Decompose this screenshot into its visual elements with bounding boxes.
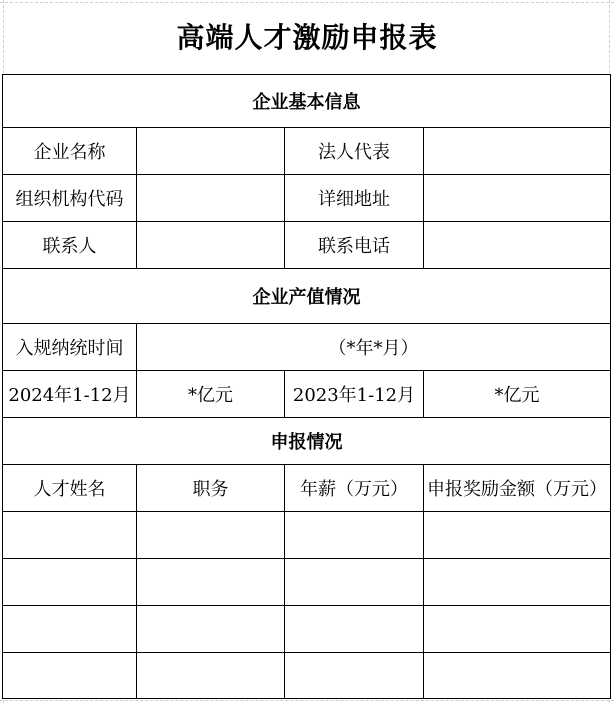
position-cell[interactable] (137, 512, 285, 559)
page-guide-top (0, 2, 614, 3)
talent-name-cell[interactable] (3, 606, 137, 653)
section-apply-heading-row (3, 418, 611, 465)
contact-row (3, 222, 611, 269)
form-title: 高端人才激励申报表 (176, 21, 438, 54)
table-row (3, 512, 611, 559)
phone-field[interactable] (424, 222, 611, 269)
stat-time-row (3, 324, 611, 371)
org-code-label: 组织机构代码 (3, 175, 137, 222)
company-name-row (3, 128, 611, 175)
stat-time-label: 入规纳统时间 (3, 324, 137, 371)
phone-label: 联系电话 (285, 222, 424, 269)
contact-label: 联系人 (3, 222, 137, 269)
column-header-name: 人才姓名 (3, 465, 137, 512)
contact-field[interactable] (137, 222, 285, 269)
table-row (3, 559, 611, 606)
company-name-label: 企业名称 (3, 128, 137, 175)
section-basic-heading: 企业基本信息 (3, 75, 611, 128)
salary-cell[interactable] (285, 512, 424, 559)
reward-cell[interactable] (424, 559, 611, 606)
org-code-row (3, 175, 611, 222)
year2-label: 2023年1-12月 (285, 371, 424, 418)
position-cell[interactable] (137, 606, 285, 653)
year1-label: 2024年1-12月 (3, 371, 137, 418)
talent-name-cell[interactable] (3, 653, 137, 699)
section-output-heading: 企业产值情况 (3, 269, 611, 324)
address-label: 详细地址 (285, 175, 424, 222)
legal-rep-field[interactable] (424, 128, 611, 175)
page-guide-bottom (0, 700, 614, 701)
column-header-reward: 申报奖励金额（万元） (424, 465, 611, 512)
stat-time-field[interactable]: （*年*月） (137, 324, 611, 371)
column-header-position: 职务 (137, 465, 285, 512)
table-row (3, 653, 611, 699)
column-header-salary: 年薪（万元） (285, 465, 424, 512)
legal-rep-label: 法人代表 (285, 128, 424, 175)
company-name-field[interactable] (137, 128, 285, 175)
section-basic-heading-row (3, 75, 611, 128)
salary-cell[interactable] (285, 606, 424, 653)
apply-header-row (3, 465, 611, 512)
address-field[interactable] (424, 175, 611, 222)
reward-cell[interactable] (424, 512, 611, 559)
output-values-row (3, 371, 611, 418)
talent-name-cell[interactable] (3, 559, 137, 606)
reward-cell[interactable] (424, 606, 611, 653)
salary-cell[interactable] (285, 559, 424, 606)
application-form-table (2, 74, 611, 699)
position-cell[interactable] (137, 653, 285, 699)
salary-cell[interactable] (285, 653, 424, 699)
table-row (3, 606, 611, 653)
year2-value-field[interactable]: *亿元 (424, 371, 611, 418)
year1-value-field[interactable]: *亿元 (137, 371, 285, 418)
org-code-field[interactable] (137, 175, 285, 222)
section-output-heading-row (3, 269, 611, 324)
talent-name-cell[interactable] (3, 512, 137, 559)
position-cell[interactable] (137, 559, 285, 606)
section-apply-heading: 申报情况 (3, 418, 611, 465)
reward-cell[interactable] (424, 653, 611, 699)
